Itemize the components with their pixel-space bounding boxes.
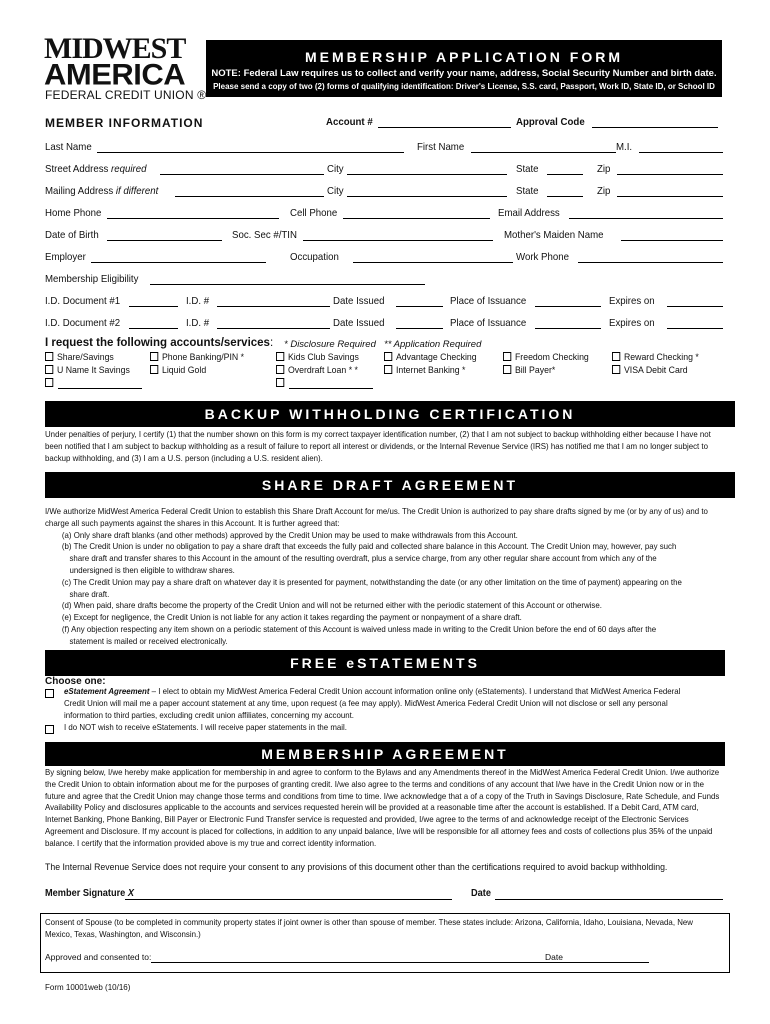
service-liquid-gold[interactable]: Liquid Gold xyxy=(150,365,206,376)
mailing-row xyxy=(45,185,725,199)
estatement-agreement-text: eStatement Agreement – I elect to obtain my MidWest America Federal Credit Union account information online only (eStatements). I understand that MidWest America Federal Credit Union will mail me a paper account statement at any time, upon request (a fee may apply). MidWest America Federal Credit Union will not disclose or sell any personal information to third parties, excluding credit union affiliates, concerning my account. xyxy=(64,686,681,720)
expires-1-field[interactable] xyxy=(667,306,723,307)
expires-1-label: Expires on xyxy=(609,295,655,307)
service-other-1[interactable] xyxy=(45,378,57,389)
id-doc-1-label: I.D. Document #1 xyxy=(45,295,121,307)
account-field[interactable] xyxy=(378,127,511,128)
checkbox[interactable] xyxy=(276,352,284,361)
id-doc-1-field[interactable] xyxy=(129,306,178,307)
logo-line-1: MIDWEST xyxy=(44,32,186,65)
irs-statement: The Internal Revenue Service does not require your consent to any provisions of this document other than the certifications required to avoid backup withholding. xyxy=(45,862,668,873)
zip-label: Zip xyxy=(597,163,611,175)
mi-label: M.I. xyxy=(616,141,633,153)
service-share-savings[interactable]: Share/Savings xyxy=(45,352,114,363)
member-info-heading: MEMBER INFORMATION xyxy=(45,116,204,130)
service-other-2[interactable] xyxy=(276,378,288,389)
checkbox[interactable] xyxy=(503,365,511,374)
mailing-city-label: City xyxy=(327,185,344,197)
mailing-state-field[interactable] xyxy=(547,196,583,197)
service-freedom-checking[interactable]: Freedom Checking xyxy=(503,352,589,363)
checkbox[interactable] xyxy=(612,352,620,361)
id-num-2-field[interactable] xyxy=(217,328,330,329)
eligibility-label: Membership Eligibility xyxy=(45,273,139,285)
share-draft-text: I/We authorize MidWest America Federal Credit Union to establish this Share Draft Account for me/us. The Credit Union is authorized to pay share drafts signed by me (or by any of us) and to charge all such payments against the shares in this Account. It is further agreed that: (a) Only share draft blanks (and other methods) approved by the Credit Union may be used to make withdrawals from this Account. (b) The Credit Union is under no obligation to pay a share draft that exceeds the fully paid and collected share balance in this Account. The Credit Union may, however, pay such share draft and transfer shares to this Account in the amount of the resulting overdraft, plus a service charge, from any other regular share account from which any of the undersigned is then eligible to withdraw shares. (c) The Credit Union may pay a share draft on whatever day it is presented for payment, notwithstanding the date (or any other limitation on the time of payment) appearing on the share draft. (d) When paid, share drafts become the property of the Credit Union and will not be returned either with the periodic statement of this Account or otherwise. (e) Except for negligence, the Credit Union is not liable for any action it takes regarding the payment or nonpayment of a share draft. (f) Any objection respecting any item shown on a periodic statement of this Account is waived unless made in writing to the Credit Union before the end of 60 days after the statement is mailed or received electronically. xyxy=(45,506,708,646)
email-field[interactable] xyxy=(569,218,723,219)
service-visa-debit[interactable]: VISA Debit Card xyxy=(612,365,688,376)
service-bill-payer[interactable]: Bill Payer* xyxy=(503,365,555,376)
signature-field[interactable] xyxy=(125,899,452,900)
spouse-consent-text: Consent of Spouse (to be completed in community property states if joint owner is other than spouse of member. These states include: Arizona, California, Idaho, Louisiana, Nevada, New Mexico, Texas, Washington, and Wisconsin.) xyxy=(45,917,693,939)
checkbox[interactable] xyxy=(384,365,392,374)
header-note-id: Please send a copy of two (2) forms of qualifying identification: Driver's License, S.S. card, Passport, Work ID, State ID, or School ID xyxy=(213,82,715,91)
home-phone-label: Home Phone xyxy=(45,207,102,219)
email-label: Email Address xyxy=(498,207,560,219)
mi-field[interactable] xyxy=(639,152,723,153)
services-request-label: I request the following accounts/services xyxy=(45,337,270,349)
checkbox[interactable] xyxy=(503,352,511,361)
id-num-1-field[interactable] xyxy=(217,306,330,307)
backup-withholding-text: Under penalties of perjury, I certify (1) that the number shown on this form is my correct taxpayer identification number, (2) that I am not subject to backup withholding either because I have not been notified that I am subject to backup withholding as a result of failure to report all interest or dividends, or the Internal Revenue Service (IRS) has notified me that I am no longer subject to backup withholding, and (3) I am a U.S. person (including a U.S. resident alien). xyxy=(45,429,711,463)
service-reward-checking[interactable]: Reward Checking * xyxy=(612,352,699,363)
mailing-state-label: State xyxy=(516,185,539,197)
city-field[interactable] xyxy=(347,174,507,175)
service-internet-banking[interactable]: Internet Banking * xyxy=(384,365,465,376)
dob-label: Date of Birth xyxy=(45,229,99,241)
checkbox[interactable] xyxy=(150,365,158,374)
eligibility-row xyxy=(45,273,725,287)
occupation-label: Occupation xyxy=(290,251,339,263)
checkbox[interactable] xyxy=(276,378,284,387)
state-field[interactable] xyxy=(547,174,583,175)
street-row xyxy=(45,163,725,177)
id-num-1-label: I.D. # xyxy=(186,295,210,307)
approved-label: Approved and consented to: xyxy=(45,952,152,962)
approval-field[interactable] xyxy=(592,127,718,128)
form-title: MEMBERSHIP APPLICATION FORM xyxy=(305,49,623,65)
last-name-field[interactable] xyxy=(97,152,404,153)
membership-agreement-heading: MEMBERSHIP AGREEMENT xyxy=(45,742,725,766)
employer-field[interactable] xyxy=(91,262,266,263)
employer-label: Employer xyxy=(45,251,86,263)
place-2-label: Place of Issuance xyxy=(450,317,527,329)
services-heading: I request the following accounts/services: xyxy=(45,337,274,349)
id-doc-2-field[interactable] xyxy=(129,328,178,329)
ssn-field[interactable] xyxy=(303,240,493,241)
logo-line-2: AMERICA xyxy=(44,57,186,92)
work-phone-label: Work Phone xyxy=(516,251,569,263)
approved-signature-field[interactable] xyxy=(151,962,579,963)
disclosure-note: * Disclosure Required xyxy=(284,339,376,350)
spouse-consent-box xyxy=(40,913,730,973)
checkbox[interactable] xyxy=(276,365,284,374)
checkbox[interactable] xyxy=(45,365,53,374)
service-overdraft-loan[interactable]: Overdraft Loan * * xyxy=(276,365,358,376)
backup-withholding-heading: BACKUP WITHHOLDING CERTIFICATION xyxy=(45,401,735,427)
expires-2-field[interactable] xyxy=(667,328,723,329)
phone-row xyxy=(45,207,725,221)
street-field[interactable] xyxy=(160,174,324,175)
work-phone-field[interactable] xyxy=(578,262,723,263)
maiden-field[interactable] xyxy=(621,240,723,241)
mailing-label: Mailing Address if different xyxy=(45,185,159,197)
maiden-label: Mother's Maiden Name xyxy=(504,229,604,241)
consent-date-field[interactable] xyxy=(567,962,649,963)
first-name-field[interactable] xyxy=(471,152,616,153)
checkbox[interactable] xyxy=(45,378,53,387)
signature-date-field[interactable] xyxy=(495,899,723,900)
occupation-field[interactable] xyxy=(353,262,513,263)
first-name-label: First Name xyxy=(417,141,465,153)
estatement-decline-text: I do NOT wish to receive eStatements. I will receive paper statements in the mail. xyxy=(64,722,347,732)
date-issued-2-label: Date Issued xyxy=(333,317,385,329)
checkbox[interactable] xyxy=(384,352,392,361)
mailing-field[interactable] xyxy=(175,196,324,197)
service-advantage-checking[interactable]: Advantage Checking xyxy=(384,352,477,363)
dob-row xyxy=(45,229,725,243)
service-kids-club[interactable]: Kids Club Savings xyxy=(276,352,359,363)
share-draft-heading: SHARE DRAFT AGREEMENT xyxy=(45,472,735,498)
mailing-zip-field[interactable] xyxy=(617,196,723,197)
application-note: ** Application Required xyxy=(384,339,482,350)
header-bar xyxy=(206,40,722,97)
service-phone-banking[interactable]: Phone Banking/PIN * xyxy=(150,352,244,363)
dob-field[interactable] xyxy=(107,240,222,241)
signature-label: Member Signature X xyxy=(45,888,134,899)
estatements-heading: FREE eSTATEMENTS xyxy=(45,650,725,676)
signature-row xyxy=(45,888,725,902)
checkbox[interactable] xyxy=(612,365,620,374)
mailing-city-field[interactable] xyxy=(347,196,507,197)
state-label: State xyxy=(516,163,539,175)
place-1-label: Place of Issuance xyxy=(450,295,527,307)
account-label: Account # xyxy=(326,116,373,128)
service-other-1-field[interactable] xyxy=(58,388,142,389)
id-num-2-label: I.D. # xyxy=(186,317,210,329)
estatement-agree-checkbox[interactable] xyxy=(45,689,54,698)
expires-2-label: Expires on xyxy=(609,317,655,329)
estatement-decline-checkbox[interactable] xyxy=(45,725,54,734)
eligibility-field[interactable] xyxy=(150,284,425,285)
cell-phone-field[interactable] xyxy=(343,218,490,219)
city-label: City xyxy=(327,163,344,175)
id-doc-1-row xyxy=(45,295,725,309)
id-doc-2-row xyxy=(45,317,725,331)
home-phone-field[interactable] xyxy=(107,218,279,219)
checkbox[interactable] xyxy=(150,352,158,361)
place-1-field[interactable] xyxy=(535,306,601,307)
name-row xyxy=(45,141,725,155)
mailing-zip-label: Zip xyxy=(597,185,611,197)
ssn-label: Soc. Sec #/TIN xyxy=(232,229,297,241)
account-row xyxy=(45,116,725,130)
street-label: Street Address required xyxy=(45,163,147,175)
cell-phone-label: Cell Phone xyxy=(290,207,338,219)
approval-label: Approval Code xyxy=(516,116,585,128)
header-note: NOTE: Federal Law requires us to collect and verify your name, address, Social Security Number and birth date. xyxy=(211,68,717,79)
employer-row xyxy=(45,251,725,265)
service-other-2-field[interactable] xyxy=(289,388,373,389)
logo-line-3: FEDERAL CREDIT UNION ® xyxy=(45,88,207,102)
id-doc-2-label: I.D. Document #2 xyxy=(45,317,121,329)
place-2-field[interactable] xyxy=(535,328,601,329)
date-issued-2-field[interactable] xyxy=(396,328,443,329)
checkbox[interactable] xyxy=(45,352,53,361)
date-issued-1-field[interactable] xyxy=(396,306,443,307)
consent-date-label: Date xyxy=(545,952,563,962)
form-number: Form 10001web (10/16) xyxy=(45,983,131,992)
choose-one-label: Choose one: xyxy=(45,676,106,687)
signature-date-label: Date xyxy=(471,888,491,899)
zip-field[interactable] xyxy=(617,174,723,175)
last-name-label: Last Name xyxy=(45,141,92,153)
date-issued-1-label: Date Issued xyxy=(333,295,385,307)
membership-agreement-text: By signing below, I/we hereby make application for membership in and agree to conform to the Bylaws and any Amendments thereof in the MidWest America Federal Credit Union. I/we authorize the Credit Union to obtain information about me for the purposes of granting credit. I/we also agree to the terms and conditions of any account that I/we have in the Credit Union now or in the future and agree that the Credit Union may change those terms and conditions from time to time. I/we acknowledge that a of a copy of the Truth in Savings Disclosure, Rate Schedule, and Funds Availability Policy and disclosures applicable to the accounts and services requested herein will be provided at a reasonable time after the account is established. If a Debit Card, ATM card, Internet Banking, Phone Banking, Bill Payer or Electronic Fund Transfer service is requested and provided, I/we agree to the terms of and acknowledge receipt of the Electronic Services Agreement and Disclosure. If my account is placed for collections, in addition to any unpaid balance, I/we will be responsible for all attorney fees and costs of collections plus 35% of the unpaid balance. I certify that the information provided above is my true and correct identity information. xyxy=(45,767,720,848)
service-u-name-it[interactable]: U Name It Savings xyxy=(45,365,130,376)
